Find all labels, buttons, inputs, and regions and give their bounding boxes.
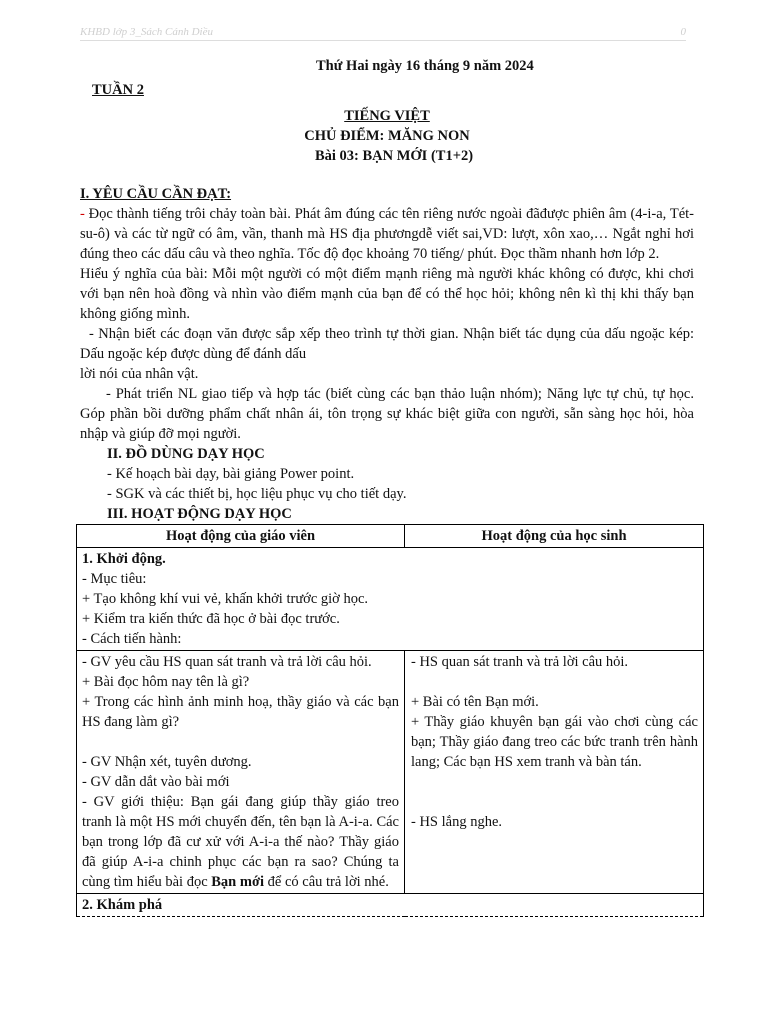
student-blank-line <box>411 672 698 692</box>
student-cell <box>405 651 704 894</box>
objective-quotes-end: lời nói của nhân vật. <box>80 366 199 382</box>
material-item: - SGK và các thiết bị, học liệu phục vụ cho tiết dạy. <box>107 486 407 502</box>
startup-line: - Cách tiến hành: <box>82 631 182 647</box>
subject-title: TIẾNG VIỆT <box>344 108 430 124</box>
section-3-title: III. HOẠT ĐỘNG DẠY HỌC <box>107 506 292 522</box>
col-teacher-header: Hoạt động của giáo viên <box>77 525 405 548</box>
student-blank-line <box>411 792 698 812</box>
document-page <box>80 56 698 917</box>
theme-title: CHỦ ĐIỂM: MĂNG NON <box>304 128 470 144</box>
lesson-name-bold: Bạn mới <box>211 874 265 890</box>
red-dash: - <box>80 206 89 222</box>
header-right: 0 <box>680 26 686 38</box>
student-line: - HS quan sát tranh và trả lời câu hỏi. <box>411 654 629 670</box>
startup-line: + Tạo không khí vui vẻ, khấn khởi trước giờ học. <box>82 591 369 607</box>
objective-competence: - Phát triển NL giao tiếp và hợp tác (biết cùng các bạn thảo luận nhóm); Năng lực tự chủ, tự học. Góp phần bồi dưỡng phẩm chất nhân ái, tôn trọng sự khác biệt giữa con người, sẵn sàng học hỏi, hòa nhập và giúp đỡ mọi người. <box>80 386 694 442</box>
teacher-blank-line <box>82 732 399 752</box>
objective-quotes: - Nhận biết các đoạn văn được sắp xếp theo trình tự thời gian. Nhận biết tác dụng của dấu ngoặc kép: Dấu ngoặc kép được dùng để đánh dấu <box>80 326 698 362</box>
teacher-cell <box>77 651 405 894</box>
table-header-row <box>77 525 704 548</box>
teacher-line: - GV dẫn dắt vào bài mới <box>82 774 230 790</box>
teacher-line: + Trong các hình ảnh minh hoạ, thầy giáo và các bạn HS đang làm gì? <box>82 694 399 730</box>
objective-meaning: Hiểu ý nghĩa của bài: Mỗi một người có một điểm mạnh riêng mà người khác không có được, khi chơi với bạn nên hoà đồng và nhìn vào điểm mạnh của bạn để có thể học hỏi; không nên kì thị khi thấy bạn không giống mình. <box>80 266 694 322</box>
startup-title: 1. Khởi động. <box>82 551 166 567</box>
activity-table <box>76 524 704 917</box>
startup-line: - Mục tiêu: <box>82 571 147 587</box>
explore-row <box>77 894 704 917</box>
teacher-intro-text: - GV giới thiệu: Bạn gái đang giúp thầy giáo treo tranh là một HS mới chuyển đến, tên bạn là A-i-a. Các bạn trong lớp đã cư xử với A-i-a thế nào? Thầy giáo đã giúp A-i-a chinh phục các bạn ra sao? Chúng ta cùng tìm hiểu bài đọc <box>82 794 399 890</box>
header-left: KHBD lớp 3_Sách Cánh Diều <box>80 26 213 38</box>
startup-cell <box>77 548 704 651</box>
student-blank-line <box>411 772 698 792</box>
teacher-line: - GV yêu cầu HS quan sát tranh và trả lời câu hỏi. <box>82 654 372 670</box>
student-line: + Bài có tên Bạn mới. <box>411 694 539 710</box>
startup-line: + Kiểm tra kiến thức đã học ở bài đọc trước. <box>82 611 340 627</box>
activity-row <box>77 651 704 894</box>
material-item: - Kế hoạch bài dạy, bài giảng Power point. <box>107 466 355 482</box>
objective-reading <box>80 204 694 264</box>
explore-title: 2. Khám phá <box>82 897 163 913</box>
lesson-date: Thứ Hai ngày 16 tháng 9 năm 2024 <box>316 58 534 74</box>
lesson-title: Bài 03: BẠN MỚI (T1+2) <box>314 148 474 164</box>
explore-cell <box>77 894 704 917</box>
col-student-header: Hoạt động của học sinh <box>405 525 704 548</box>
section-2-title: II. ĐỒ DÙNG DẠY HỌC <box>107 446 265 462</box>
week-label: TUẦN 2 <box>92 82 144 98</box>
page-header <box>80 26 686 41</box>
teacher-intro <box>82 792 399 892</box>
section-1-title: I. YÊU CẦU CẦN ĐẠT: <box>80 186 232 202</box>
teacher-line: - GV Nhận xét, tuyên dương. <box>82 754 252 770</box>
startup-row <box>77 548 704 651</box>
student-line: - HS lắng nghe. <box>411 814 503 830</box>
teacher-line: + Bài đọc hôm nay tên là gì? <box>82 674 250 690</box>
objective-reading-text: Đọc thành tiếng trôi chảy toàn bài. Phát âm đúng các tên riêng nước ngoài đãđược phiên âm (4-i-a, Tét-su-ô) và các từ ngữ có âm, vần, thanh mà HS địa phươngdễ viết sai,VD: lượt, xôn xao,… Ngắt nghỉ hơi đúng theo các dấu câu và theo nghĩa. Tốc độ đọc khoảng 70 tiếng/ phút. Đọc thầm nhanh hơn lớp 2. <box>80 206 694 262</box>
student-line: + Thầy giáo khuyên bạn gái vào chơi cùng các bạn; Thầy giáo đang treo các bức tranh trên hành lang; Các bạn HS xem tranh và bàn tán. <box>411 714 698 770</box>
teacher-intro-end: để có câu trả lời nhé. <box>264 874 389 890</box>
